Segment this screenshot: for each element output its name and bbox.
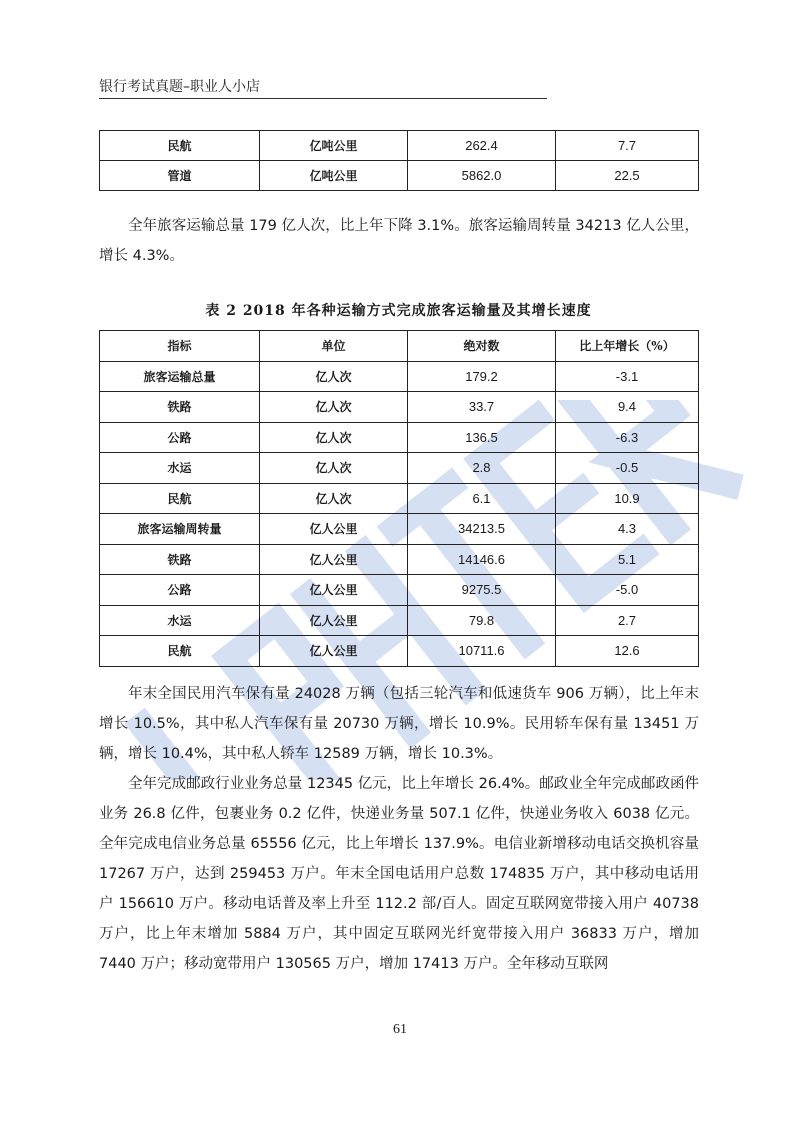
table-cell: 9275.5 (408, 575, 556, 606)
table-cell: 14146.6 (408, 544, 556, 575)
table-cell: 5.1 (556, 544, 699, 575)
table-cell: 亿吨公里 (260, 131, 408, 161)
table-cell: 亿人次 (260, 392, 408, 423)
paragraph-postal-telecom: 全年完成邮政行业业务总量 12345 亿元，比上年增长 26.4%。邮政业全年完成邮政函件业务 26.8 亿件，包裹业务 0.2 亿件，快递业务量 507.1 亿件，快递业务收入 6038 亿元。全年完成电信业务总量 65556 亿元，比上年增长 137.9%。电信业新增移动电话交换机容量 17267 万户，达到 259453 万户。年末全国电话用户总数 174835 万户，其中移动电话用户 156610 万户。移动电话普及率上升至 112.2 部/百人。固定互联网宽带接入用户 40738 万户，比上年末增加 5884 万户，其中固定互联网光纤宽带接入用户 36833 万户，增加 7440 万户；移动宽带用户 130565 万户，增加 17413 万户。全年移动互联网 (99, 776, 699, 972)
table-cell: 5862.0 (408, 161, 556, 191)
table-cell: 33.7 (408, 392, 556, 423)
table-cell: 亿人公里 (260, 636, 408, 667)
table-row (100, 131, 699, 161)
table-cell: 2.7 (556, 605, 699, 636)
table-cell: 79.8 (408, 605, 556, 636)
table-cell: 22.5 (556, 161, 699, 191)
table-row (100, 392, 699, 423)
table-cell: 水运 (100, 605, 260, 636)
table-cell: 亿吨公里 (260, 161, 408, 191)
table-row (100, 422, 699, 453)
table-cell: 亿人公里 (260, 514, 408, 545)
table-cell: 亿人次 (260, 422, 408, 453)
table-cell: 2.8 (408, 453, 556, 484)
column-header: 单位 (260, 331, 408, 362)
table-row (100, 361, 699, 392)
table-cell: 7.7 (556, 131, 699, 161)
table-cell: 9.4 (556, 392, 699, 423)
table-cell: 亿人公里 (260, 544, 408, 575)
table-row (100, 605, 699, 636)
table-cell: -0.5 (556, 453, 699, 484)
freight-table-continued (99, 130, 699, 191)
table-cell: 34213.5 (408, 514, 556, 545)
paragraph-passenger-transport: 全年旅客运输总量 179 亿人次，比上年下降 3.1%。旅客运输周转量 34213 亿人公里，增长 4.3%。 (99, 218, 699, 264)
paragraph-vehicles: 年末全国民用汽车保有量 24028 万辆（包括三轮汽车和低速货车 906 万辆），比上年末增长 10.5%，其中私人汽车保有量 20730 万辆，增长 10.9%。民用轿车保有量 13451 万辆，增长 10.4%，其中私人轿车 12589 万辆，增长 10.3%。 (99, 686, 699, 762)
table-cell: 亿人次 (260, 361, 408, 392)
table-cell: -6.3 (556, 422, 699, 453)
table-row (100, 453, 699, 484)
running-header: 银行考试真题–职业人小店 (99, 79, 260, 95)
table-cell: -5.0 (556, 575, 699, 606)
header-rule (99, 98, 547, 99)
table-cell: 136.5 (408, 422, 556, 453)
table-cell: 262.4 (408, 131, 556, 161)
table-cell: 6.1 (408, 483, 556, 514)
column-header: 绝对数 (408, 331, 556, 362)
column-header: 比上年增长（%） (556, 331, 699, 362)
table-cell: 民航 (100, 636, 260, 667)
page-number: 61 (393, 1022, 407, 1037)
table-cell: 管道 (100, 161, 260, 191)
table-row (100, 575, 699, 606)
table-cell: 4.3 (556, 514, 699, 545)
table-cell: 铁路 (100, 392, 260, 423)
table-cell: -3.1 (556, 361, 699, 392)
table-row (100, 514, 699, 545)
table-cell: 179.2 (408, 361, 556, 392)
table-cell: 旅客运输周转量 (100, 514, 260, 545)
table-row (100, 161, 699, 191)
table-cell: 亿人次 (260, 483, 408, 514)
passenger-transport-table (99, 330, 699, 667)
table-cell: 公路 (100, 575, 260, 606)
table-row (100, 544, 699, 575)
table-cell: 亿人公里 (260, 575, 408, 606)
table-cell: 公路 (100, 422, 260, 453)
table-cell: 铁路 (100, 544, 260, 575)
table-header-row (100, 331, 699, 362)
table-row (100, 636, 699, 667)
table-cell: 民航 (100, 131, 260, 161)
table-cell: 水运 (100, 453, 260, 484)
column-header: 指标 (100, 331, 260, 362)
table-cell: 10.9 (556, 483, 699, 514)
table-cell: 旅客运输总量 (100, 361, 260, 392)
table-cell: 亿人次 (260, 453, 408, 484)
table-cell: 12.6 (556, 636, 699, 667)
table-caption: 表 2 2018 年各种运输方式完成旅客运输量及其增长速度 (205, 303, 592, 319)
table-cell: 亿人公里 (260, 605, 408, 636)
table-cell: 10711.6 (408, 636, 556, 667)
table-row (100, 483, 699, 514)
table-cell: 民航 (100, 483, 260, 514)
